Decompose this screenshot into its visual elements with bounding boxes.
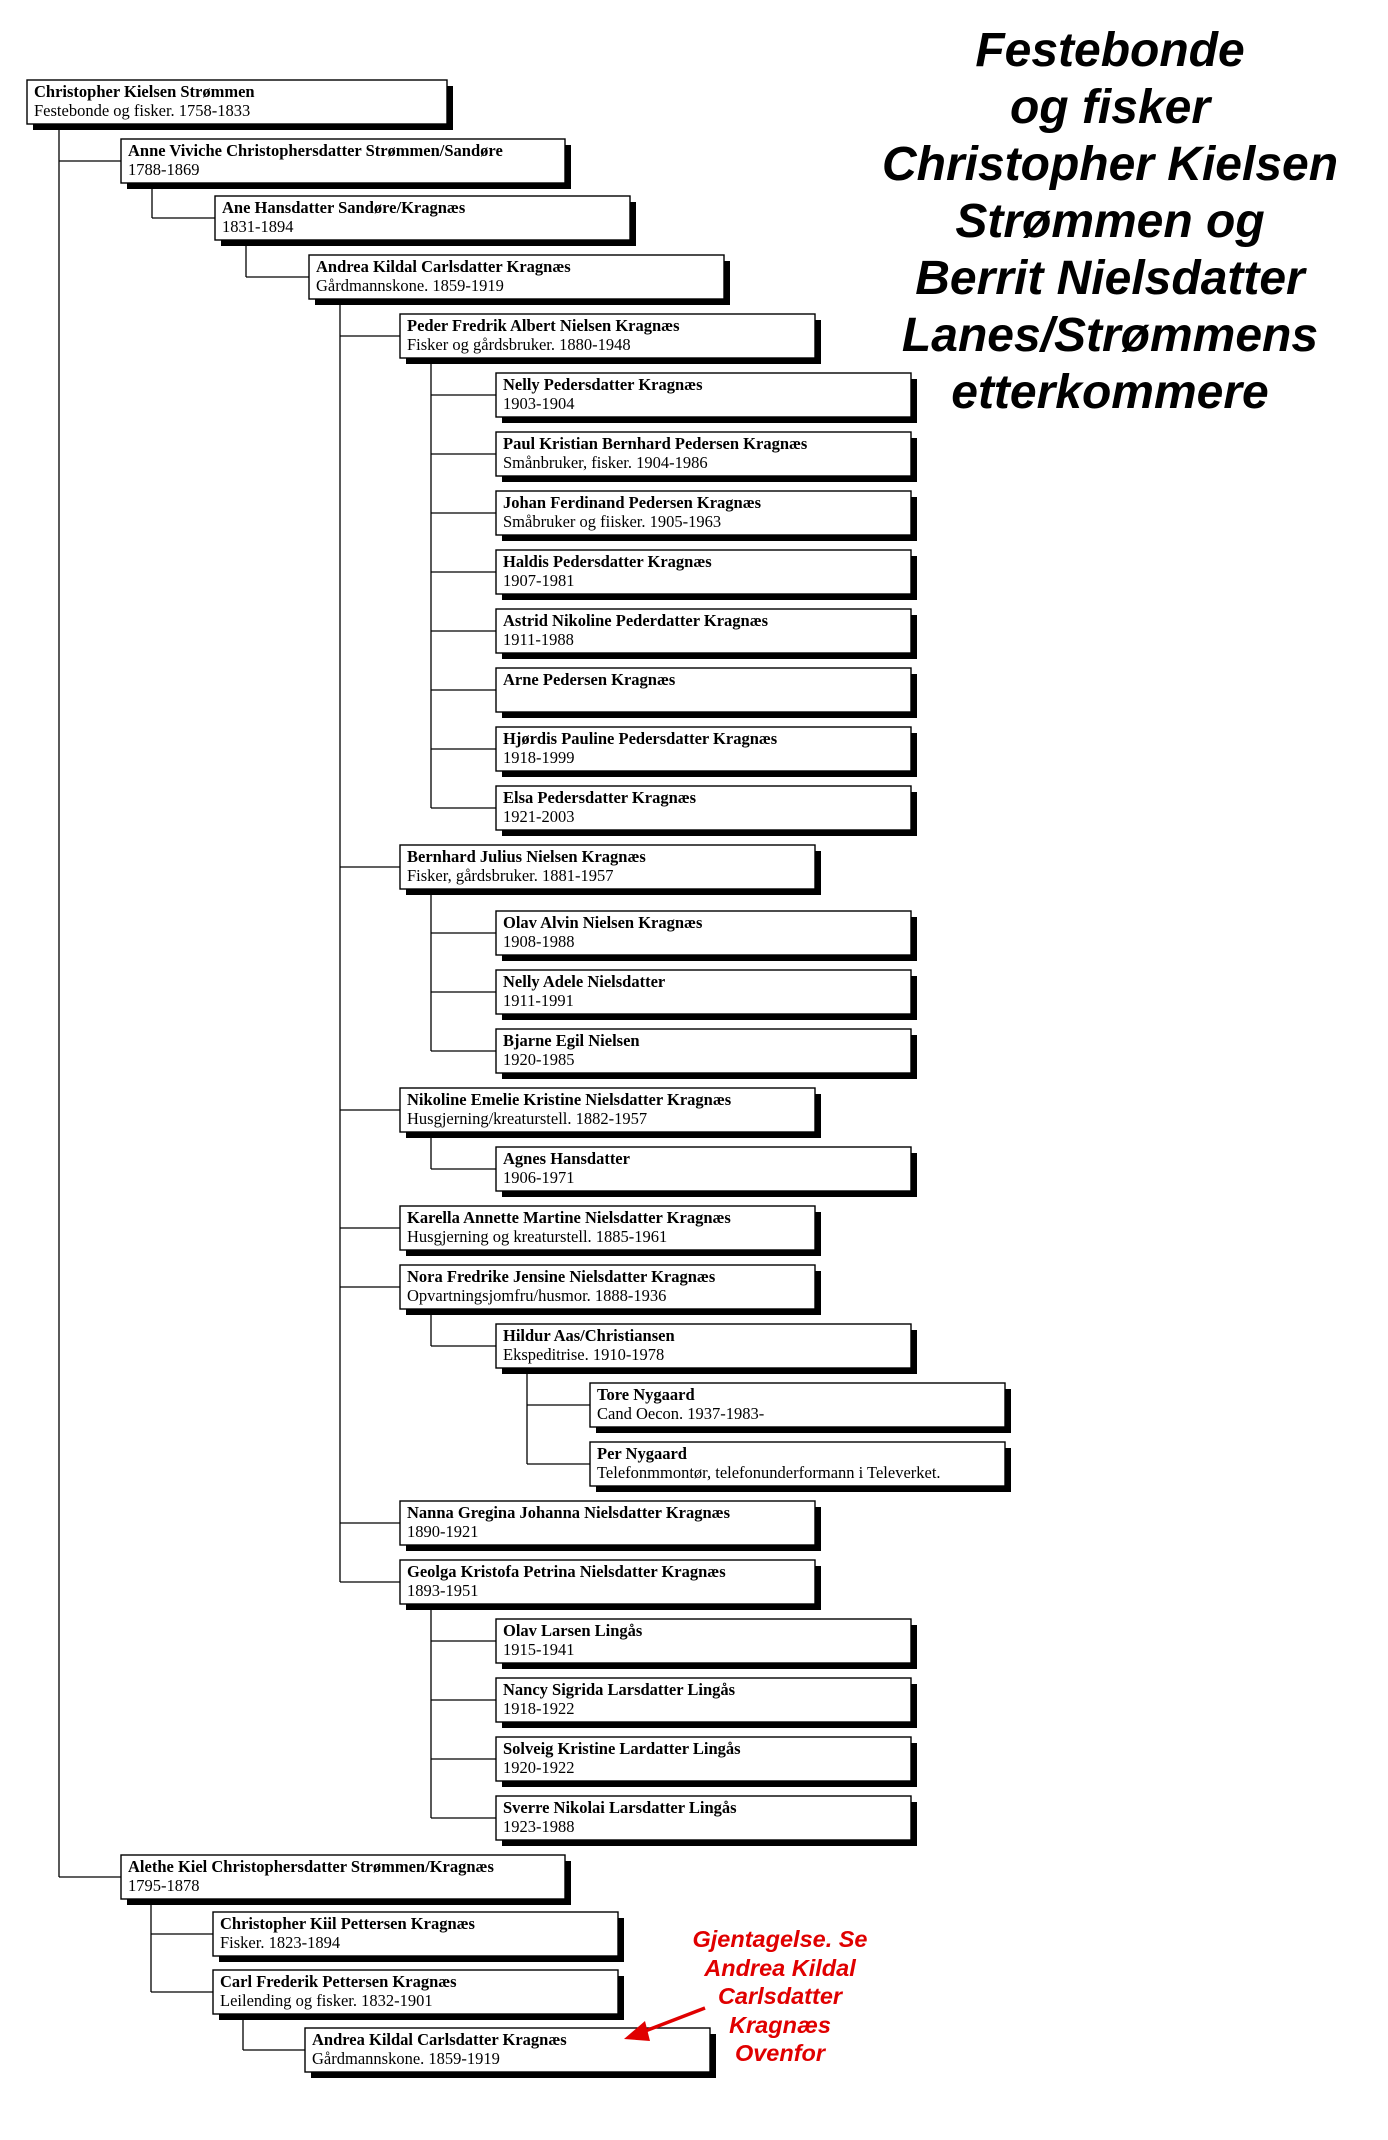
title-line: og fisker	[1009, 81, 1211, 134]
person-box-olav2	[496, 1619, 917, 1669]
person-name: Anne Viviche Christophersdatter Strømmen/Sandøre	[128, 141, 503, 160]
person-info: Opvartningsjomfru/husmor. 1888-1936	[407, 1286, 667, 1305]
person-info: Ekspeditrise. 1910-1978	[503, 1345, 665, 1364]
person-box-hjordis	[496, 727, 917, 777]
person-info: 1923-1988	[503, 1817, 575, 1836]
title-line: etterkommere	[951, 366, 1269, 419]
person-name: Andrea Kildal Carlsdatter Kragnæs	[312, 2030, 567, 2049]
title-line: Strømmen og	[955, 195, 1265, 248]
person-info: 1890-1921	[407, 1522, 479, 1541]
person-info: 1907-1981	[503, 571, 575, 590]
person-info: 1893-1951	[407, 1581, 479, 1600]
title-line: Christopher Kielsen	[881, 138, 1339, 191]
person-name: Per Nygaard	[597, 1444, 687, 1463]
person-box-per	[590, 1442, 1011, 1492]
person-name: Nancy Sigrida Larsdatter Lingås	[503, 1680, 736, 1699]
person-info: 1906-1971	[503, 1168, 575, 1187]
person-name: Haldis Pedersdatter Kragnæs	[503, 552, 712, 571]
person-box-astrid	[496, 609, 917, 659]
person-box-ane	[215, 196, 636, 246]
person-info: Småbruker og fiisker. 1905-1963	[503, 512, 722, 531]
person-info: Fisker, gårdsbruker. 1881-1957	[407, 866, 614, 885]
person-name: Elsa Pedersdatter Kragnæs	[503, 788, 697, 807]
person-box-elsa	[496, 786, 917, 836]
person-name: Olav Larsen Lingås	[503, 1621, 643, 1640]
person-box-solveig	[496, 1737, 917, 1787]
person-info: 1918-1922	[503, 1699, 575, 1718]
person-name: Paul Kristian Bernhard Pedersen Kragnæs	[503, 434, 808, 453]
person-box-anne	[121, 139, 571, 189]
person-name: Karella Annette Martine Nielsdatter Kragnæs	[407, 1208, 731, 1227]
person-info: Leilending og fisker. 1832-1901	[220, 1991, 433, 2010]
person-box-agnes	[496, 1147, 917, 1197]
repeat-note	[660, 1925, 900, 2068]
person-box-alethe	[121, 1855, 571, 1905]
person-name: Tore Nygaard	[597, 1385, 695, 1404]
person-info: 1921-2003	[503, 807, 575, 826]
person-name: Peder Fredrik Albert Nielsen Kragnæs	[407, 316, 680, 335]
person-name: Johan Ferdinand Pedersen Kragnæs	[503, 493, 762, 512]
person-info: Gårdmannskone. 1859-1919	[312, 2049, 500, 2068]
title-line: Berrit Nielsdatter	[915, 252, 1305, 305]
person-name: Hildur Aas/Christiansen	[503, 1326, 675, 1345]
person-name: Geolga Kristofa Petrina Nielsdatter Kragnæs	[407, 1562, 726, 1581]
person-name: Solveig Kristine Lardatter Lingås	[503, 1739, 741, 1758]
person-box-bjarne	[496, 1029, 917, 1079]
person-box-christopher	[27, 80, 453, 130]
person-name: Bjarne Egil Nielsen	[503, 1031, 640, 1050]
person-box-andrea2	[305, 2028, 716, 2078]
person-name: Christopher Kielsen Strømmen	[34, 82, 255, 101]
person-box-hildur	[496, 1324, 917, 1374]
person-box-arne	[496, 668, 917, 718]
person-info: 1918-1999	[503, 748, 575, 767]
person-name: Nikoline Emelie Kristine Nielsdatter Kragnæs	[407, 1090, 732, 1109]
person-name: Nelly Adele Nielsdatter	[503, 972, 666, 991]
person-info: Telefonmmontør, telefonunderformann i Televerket.	[597, 1463, 941, 1482]
person-name: Alethe Kiel Christophersdatter Strømmen/Kragnæs	[128, 1857, 494, 1876]
person-info: Smånbruker, fisker. 1904-1986	[503, 453, 708, 472]
person-box-haldis	[496, 550, 917, 600]
note-line: Carlsdatter	[717, 1983, 843, 2009]
title-line: Lanes/Strømmens	[901, 309, 1319, 362]
person-info: 1831-1894	[222, 217, 294, 236]
person-box-andrea1	[309, 255, 730, 305]
person-name: Christopher Kiil Pettersen Kragnæs	[220, 1914, 475, 1933]
person-info: 1903-1904	[503, 394, 575, 413]
person-info: 1915-1941	[503, 1640, 575, 1659]
person-box-geolga	[400, 1560, 821, 1610]
person-info: Husgjerning og kreaturstell. 1885-1961	[407, 1227, 668, 1246]
person-info: 1788-1869	[128, 160, 200, 179]
person-name: Agnes Hansdatter	[503, 1149, 630, 1168]
person-name: Arne Pedersen Kragnæs	[503, 670, 676, 689]
person-info: Fisker. 1823-1894	[220, 1933, 341, 1952]
person-info: 1920-1985	[503, 1050, 575, 1069]
person-name: Ane Hansdatter Sandøre/Kragnæs	[222, 198, 466, 217]
person-name: Olav Alvin Nielsen Kragnæs	[503, 913, 703, 932]
person-info: 1920-1922	[503, 1758, 575, 1777]
person-info: Husgjerning/kreaturstell. 1882-1957	[407, 1109, 648, 1128]
person-box-christopher2	[213, 1912, 624, 1962]
person-info: Gårdmannskone. 1859-1919	[316, 276, 504, 295]
person-name: Nelly Pedersdatter Kragnæs	[503, 375, 703, 394]
person-box-johan	[496, 491, 917, 541]
note-line: Kragnæs	[729, 2011, 831, 2038]
person-name: Andrea Kildal Carlsdatter Kragnæs	[316, 257, 571, 276]
person-name: Sverre Nikolai Larsdatter Lingås	[503, 1798, 737, 1817]
person-box-nancy	[496, 1678, 917, 1728]
note-line: Andrea Kildal	[704, 1954, 856, 1981]
person-box-bernhard	[400, 845, 821, 895]
person-info: 1908-1988	[503, 932, 575, 951]
person-info: Fisker og gårdsbruker. 1880-1948	[407, 335, 631, 354]
person-box-nora	[400, 1265, 821, 1315]
person-info: Cand Oecon. 1937-1983-	[597, 1404, 765, 1423]
note-line: Gjentagelse. Se	[692, 1926, 868, 1952]
person-box-nikoline	[400, 1088, 821, 1138]
person-box-peder	[400, 314, 821, 364]
person-box-nanna	[400, 1501, 821, 1551]
person-name: Nora Fredrike Jensine Nielsdatter Kragnæs	[407, 1267, 716, 1286]
page-title	[850, 22, 1370, 421]
person-box-nelly2	[496, 970, 917, 1020]
person-box-tore	[590, 1383, 1011, 1433]
note-line: Ovenfor	[734, 2040, 826, 2066]
title-line: Festebonde	[975, 24, 1245, 77]
person-name: Carl Frederik Pettersen Kragnæs	[220, 1972, 457, 1991]
person-box-karella	[400, 1206, 821, 1256]
person-info: 1911-1988	[503, 630, 574, 649]
person-name: Nanna Gregina Johanna Nielsdatter Kragnæs	[407, 1503, 731, 1522]
person-name: Astrid Nikoline Pederdatter Kragnæs	[503, 611, 769, 630]
person-name: Hjørdis Pauline Pedersdatter Kragnæs	[503, 729, 778, 748]
person-name: Bernhard Julius Nielsen Kragnæs	[407, 847, 646, 866]
person-box-paul	[496, 432, 917, 482]
person-info: 1911-1991	[503, 991, 574, 1010]
person-box-sverre	[496, 1796, 917, 1846]
person-box-olav1	[496, 911, 917, 961]
person-info: Festebonde og fisker. 1758-1833	[34, 101, 251, 120]
person-box-carl	[213, 1970, 624, 2020]
person-info: 1795-1878	[128, 1876, 200, 1895]
